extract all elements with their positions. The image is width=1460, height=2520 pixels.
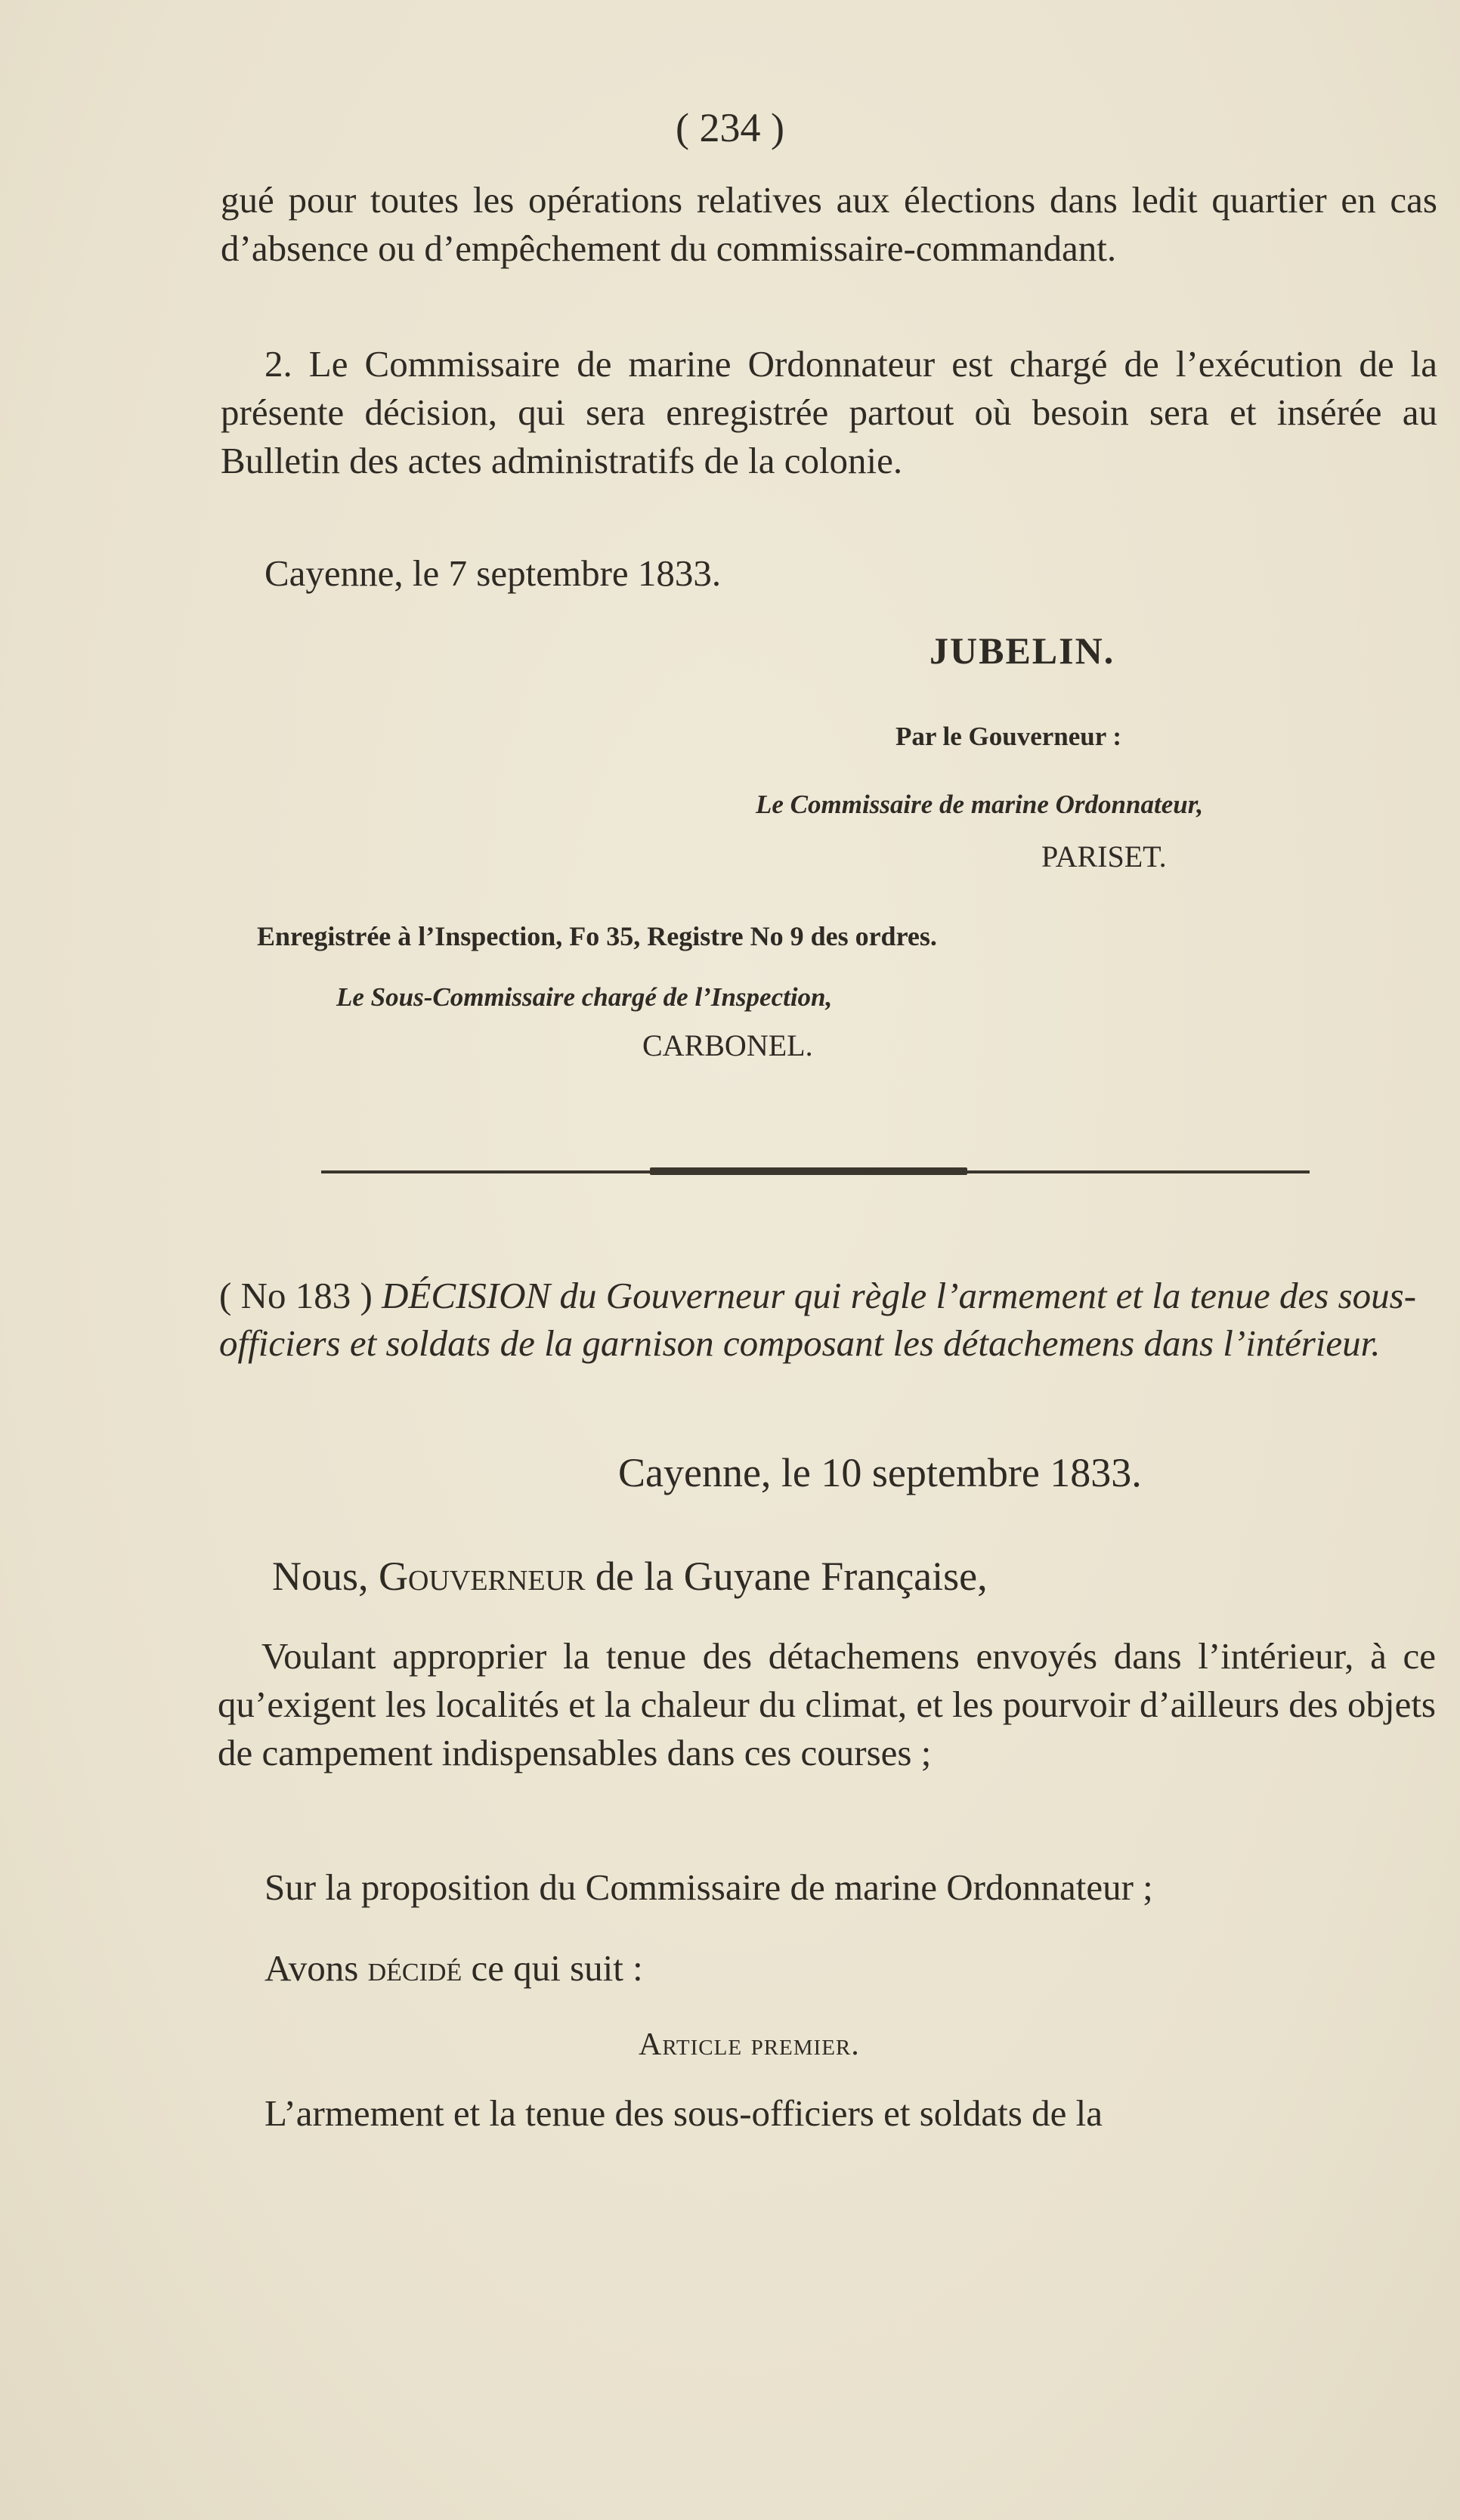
nous-suffix: de la Guyane Française, bbox=[595, 1554, 988, 1599]
par-le-gouverneur: Par le Gouverneur : bbox=[895, 722, 1122, 751]
avons-decide-line bbox=[221, 1944, 1437, 1993]
nous-line bbox=[272, 1553, 988, 1600]
section-divider-ornament bbox=[650, 1167, 967, 1175]
paragraph-considerant: Voulant approprier la tenue des détachemens envoyés dans l’intérieur, à ce qu’exigent les localités et la chaleur du climat, et les pourvoir d’ailleurs des objets de campement indispensables dans ces courses ; bbox=[218, 1635, 1436, 1773]
nous-prefix: Nous, bbox=[272, 1554, 369, 1599]
avons-prefix: Avons bbox=[264, 1947, 359, 1989]
paragraph-article-2: 2. Le Commissaire de marine Ordonnateur est chargé de l’exécution de la présente décision, qui sera enregistrée partout où besoin sera et insérée au Bulletin des actes administratifs de la colonie. bbox=[221, 343, 1437, 481]
commissaire-title: Le Commissaire de marine Ordonnateur, bbox=[756, 790, 1204, 819]
paragraph-article-1: L’armement et la tenue des sous-officiers et soldats de la bbox=[264, 2092, 1103, 2134]
sous-commissaire-title: Le Sous-Commissaire chargé de l’Inspection, bbox=[336, 982, 833, 1012]
decision-number: ( No 183 ) bbox=[219, 1275, 373, 1316]
registration-line: Enregistrée à l’Inspection, Fo 35, Registre No 9 des ordres. bbox=[257, 921, 937, 951]
signature-carbonel: CARBONEL. bbox=[642, 1028, 813, 1062]
date-line-2: Cayenne, le 10 septembre 1833. bbox=[618, 1450, 1142, 1495]
avons-suffix: ce qui suit : bbox=[471, 1947, 643, 1989]
decision-heading bbox=[219, 1272, 1436, 1367]
paragraph-continuation: gué pour toutes les opérations relatives aux élections dans ledit quartier en cas d’absence ou d’empêchement du commissaire-commandant. bbox=[221, 179, 1437, 269]
article-heading: Article premier. bbox=[639, 2027, 860, 2062]
signature-pariset: PARISET. bbox=[1041, 839, 1167, 873]
avons-decide: décidé bbox=[367, 1947, 462, 1989]
decision-title: DÉCISION du Gouverneur qui règle l’armement et la tenue des sous-officiers et soldats de la garnison composant les détachemens dans l’intérieur. bbox=[219, 1275, 1417, 1364]
paragraph-proposition: Sur la proposition du Commissaire de marine Ordonnateur ; bbox=[264, 1866, 1153, 1908]
page-number: ( 234 ) bbox=[676, 105, 784, 150]
signature-governor: JUBELIN. bbox=[930, 629, 1115, 672]
date-line-1: Cayenne, le 7 septembre 1833. bbox=[264, 552, 722, 594]
gouverneur-word: Gouverneur bbox=[379, 1554, 586, 1599]
